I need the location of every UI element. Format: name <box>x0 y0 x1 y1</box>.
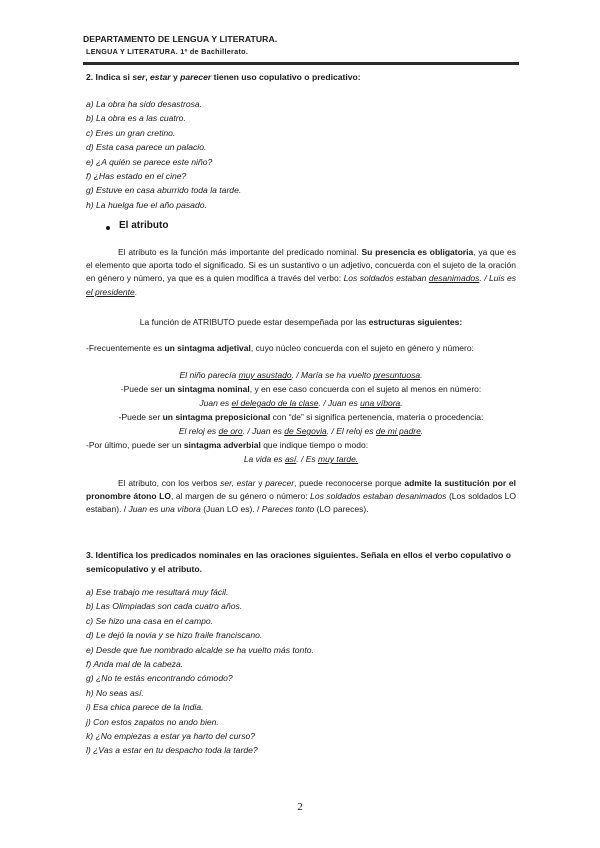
list-item: i) Esa chica parece de la India. <box>86 702 204 713</box>
exercise-2-list <box>86 97 241 212</box>
p3-italic: Juan es una víbora <box>128 504 201 515</box>
exercise-2-question <box>86 72 361 82</box>
p3-text: y <box>255 478 266 488</box>
example-underlined: de mi padre <box>375 426 421 436</box>
paragraph-substitution <box>86 477 516 517</box>
p3-italic: Los soldados estaban desanimados <box>310 491 447 502</box>
struct-bold: un sintagma adjetival <box>164 343 251 353</box>
example-text: . <box>400 398 403 408</box>
p1-example: . / <box>479 273 489 284</box>
list-item: f) Anda mal de la cabeza. <box>86 659 184 670</box>
example-underlined: presuntuosa <box>373 370 421 380</box>
struct-text: que indique tiempo o modo: <box>260 440 369 450</box>
example-adjectival <box>86 369 516 382</box>
header-rule <box>83 62 519 65</box>
example-nominal <box>86 397 516 410</box>
paragraph-definition <box>86 246 516 299</box>
list-item: j) Con estos zapatos no ando bien. <box>86 716 219 727</box>
struct-bold: un sintagma nominal <box>164 384 250 394</box>
list-item: g) ¿No te estás encontrando cómodo? <box>86 673 233 684</box>
q2-text: y <box>170 72 181 82</box>
q2-ser: ser <box>132 72 146 82</box>
p3-text: (Los soldados LO estaban). / <box>86 491 517 515</box>
list-item: e) Desde que fue nombrado alcalde se ha vuelto más tonto. <box>86 644 314 655</box>
bullet-icon <box>106 226 110 230</box>
example-text: . / Juan es <box>242 426 285 436</box>
list-item: a) La obra ha sido desastrosa. <box>86 99 203 109</box>
q2-parecer: parecer <box>180 72 212 82</box>
example-underlined: de oro <box>218 426 243 436</box>
example-text: Juan es <box>199 398 232 408</box>
example-underlined: una víbora <box>360 398 401 408</box>
p2-bold: estructuras siguientes: <box>368 317 463 327</box>
list-item: l) ¿Vas a estar en tu despacho toda la tarde? <box>86 745 258 756</box>
exercise-3-question: 3. Identifica los predicados nominales en las oraciones siguientes. Señala en ellos el verbo copulativo o semicopulativo y el atributo. <box>86 550 512 574</box>
p2-text: La función de ATRIBUTO puede estar desempeñada por las <box>139 317 369 327</box>
example-text: El niño parecía <box>179 370 239 380</box>
p3-text: (Juan LO es). / <box>200 504 262 515</box>
example-text: . <box>420 370 423 380</box>
list-item: f) ¿Has estado en el cine? <box>86 171 187 182</box>
list-item: c) Eres un gran cretino. <box>86 127 176 138</box>
p3-italic: ser, estar <box>220 478 256 488</box>
page-number: 2 <box>297 801 303 813</box>
example-prepositional <box>86 425 516 438</box>
example-underlined: de Segovia <box>284 426 327 436</box>
struct-text: -Por último, puede ser un <box>86 440 184 450</box>
example-underlined: muy asustado <box>238 370 292 380</box>
struct-bold: sintagma adverbial <box>183 440 261 450</box>
example-underlined: el delegado de la clase <box>231 398 319 408</box>
struct-text: -Frecuentemente es <box>86 343 165 353</box>
example-text: La vida es <box>243 454 285 464</box>
example-adverbial <box>86 453 516 466</box>
q2-text: tienen uso copulativo o predicativo: <box>211 72 361 82</box>
q2-text: 2. Indica si <box>86 72 133 82</box>
course-header <box>86 47 248 56</box>
p3-text: (LO pareces). <box>314 504 369 515</box>
p3-text: , puede reconocerse porque <box>294 478 405 488</box>
course-prefix: LENGUA Y LITERATURA. 1º <box>86 47 188 56</box>
example-text: . / María se ha vuelto <box>291 370 374 380</box>
p1-example-underlined: desanimados <box>428 273 480 284</box>
example-text: El reloj es <box>178 426 219 436</box>
list-item: b) La obra es a las cuatro. <box>86 113 186 124</box>
p1-example: Luis es <box>489 273 517 284</box>
p3-text: El atributo, con los verbos <box>118 478 221 488</box>
struct-text: , cuyo núcleo concuerda con el sujeto en género y número: <box>250 343 474 353</box>
p3-italic: parecer <box>265 478 295 488</box>
structure-prepositional <box>86 411 516 424</box>
structure-nominal <box>86 383 516 396</box>
p3-text: , al margen de su género o número: <box>170 491 311 502</box>
list-item: k) ¿No empiezas a estar ya harto del curso? <box>86 731 256 742</box>
list-item: h) No seas así. <box>86 687 144 698</box>
structure-adverbial <box>86 439 516 452</box>
list-item: d) Esta casa parece un palacio. <box>86 142 207 153</box>
example-text: . / Juan es <box>318 398 361 408</box>
p1-text: El atributo es la función más importante del predicado nominal. <box>118 247 362 257</box>
p1-text: , ya que es el elemento que aporta todo el significado. Si es un sustantivo o un adjetivo, concuerda con el sujeto de la oración en género y número, ya que es a quien modifica a través del verbo: <box>86 247 516 284</box>
p1-example-underlined: el presidente <box>86 286 135 297</box>
struct-bold: un sintagma preposicional <box>162 412 271 422</box>
struct-text: -Puede ser <box>118 412 163 422</box>
section-title: El atributo <box>119 220 169 231</box>
struct-text: , y en ese caso concuerda con el sujeto al menos en número: <box>249 384 482 394</box>
example-text: . <box>420 426 424 436</box>
paragraph-structures-intro <box>86 316 516 329</box>
list-item: d) Le dejó la novia y se hizo fraile franciscano. <box>86 630 263 641</box>
p3-bold: admite la sustitución por el pronombre átono LO <box>86 478 516 502</box>
p1-example: Los soldados estaban <box>343 273 429 284</box>
example-text: . / El reloj es <box>326 426 376 436</box>
list-item: b) Las Olimpiadas son cada cuatro años. <box>86 601 243 612</box>
list-item: c) Se hizo una casa en el campo. <box>86 615 214 626</box>
example-underlined: muy tarde. <box>318 454 359 464</box>
course-suffix: de Bachillerato. <box>187 47 249 56</box>
department-header: DEPARTAMENTO DE LENGUA Y LITERATURA. <box>83 34 278 44</box>
p1-text: . <box>134 286 138 297</box>
p3-italic: Pareces tonto <box>261 504 315 515</box>
list-item: h) La huelga fue el año pasado. <box>86 199 207 210</box>
list-item: a) Ese trabajo me resultará muy fácil. <box>86 587 229 597</box>
q2-estar: estar <box>150 72 171 82</box>
example-text: . / Es <box>296 454 319 464</box>
struct-text: con “de” si significa pertenencia, materia o procedencia: <box>270 412 484 422</box>
exercise-3-list <box>86 585 314 758</box>
q2-text: , <box>145 72 151 82</box>
example-underlined: así <box>284 454 297 464</box>
list-item: e) ¿A quién se parece este niño? <box>86 156 213 167</box>
p1-bold: Su presencia es obligatoria <box>361 247 474 257</box>
struct-text: -Puede ser <box>120 384 165 394</box>
structure-adjectival <box>86 342 516 355</box>
list-item: g) Estuve en casa aburrido toda la tarde. <box>86 185 242 196</box>
